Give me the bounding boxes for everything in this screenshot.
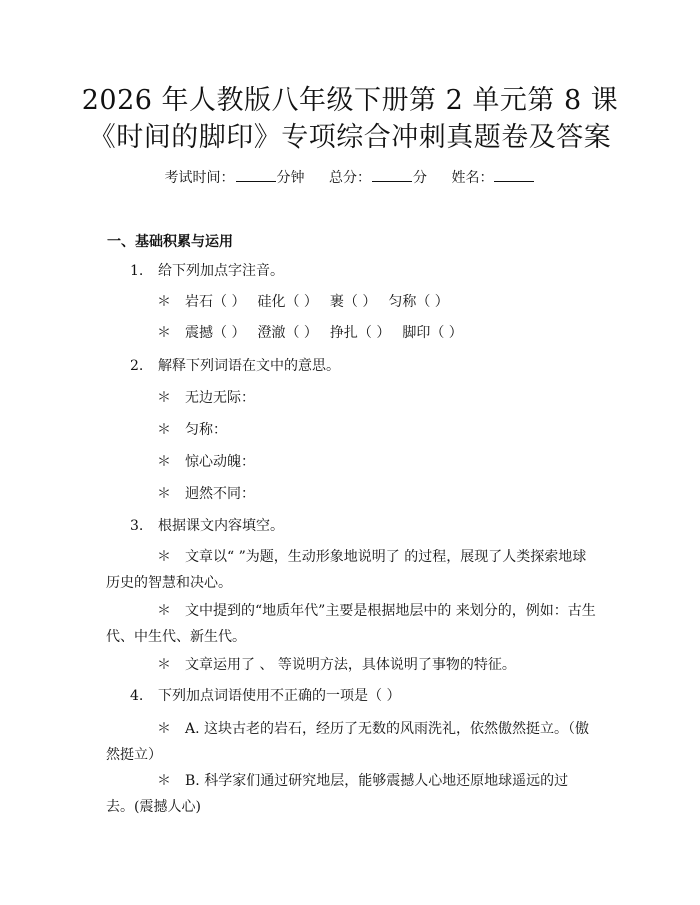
question-text: 下列加点词语使用不正确的一项是（ ） [158,688,401,704]
bullet-icon: ＊ [157,603,171,619]
fill-blank-text: 文中提到的“地质年代”主要是根据地层中的 来划分的，例如：古生代、中生代、新生代。 [106,603,596,645]
total-score-label: 总分： [329,170,371,186]
bullet-icon: ＊ [157,773,171,789]
pinyin-item: 澄澈（ ） [257,325,318,341]
q4-option [106,716,596,768]
total-score-field [329,170,431,186]
q3-item [106,544,596,596]
option-text: B. 科学家们通过研究地层，能够震撼人心地还原地球遥远的过去。(震撼人心) [106,773,569,815]
exam-time-field [165,170,309,186]
bullet-icon: ＊ [157,454,171,470]
total-score-blank[interactable] [372,169,412,182]
pinyin-item: 岩石（ ） [185,294,246,310]
name-blank[interactable] [494,169,534,182]
q3-item [106,652,596,678]
question-number: 4. [130,688,144,704]
question-text: 根据课文内容填空。 [158,518,284,534]
pinyin-item: 硅化（ ） [257,294,318,310]
question-number: 2. [130,358,144,374]
title-line-2: 《时间的脚印》专项综合冲刺真题卷及答案 [88,122,612,153]
bullet-icon: ＊ [157,294,171,310]
pinyin-item: 震撼（ ） [185,325,246,341]
bullet-icon: ＊ [157,325,171,341]
bullet-icon: ＊ [157,657,171,673]
bullet-icon: ＊ [157,549,171,565]
name-label: 姓名： [451,170,494,186]
question-number: 1. [130,263,144,279]
q2-item [157,452,255,472]
question-number: 3. [130,518,144,534]
q1-bullet-row-2 [157,323,475,343]
exam-time-unit: 分钟 [276,170,305,186]
question-text: 解释下列词语在文中的意思。 [158,358,340,374]
question-3 [130,516,284,536]
term-prompt: 惊心动魄： [185,454,255,470]
name-field [451,170,535,186]
bullet-icon: ＊ [157,721,171,737]
fill-blank-text: 文章运用了 、 等说明方法，具体说明了事物的特征。 [185,657,516,673]
term-prompt: 迥然不同： [185,486,255,502]
question-text: 给下列加点字注音。 [158,263,284,279]
pinyin-item: 脚印（ ） [402,325,463,341]
q2-item [157,388,255,408]
pinyin-item: 匀称（ ） [388,294,449,310]
q4-option [106,768,596,820]
pinyin-item: 挣扎（ ） [329,325,391,341]
q2-item [157,484,255,504]
q3-item [106,598,596,650]
bullet-icon: ＊ [157,486,171,502]
exam-time-blank[interactable] [236,169,276,182]
term-prompt: 匀称： [185,422,227,438]
q1-bullet-row-1 [157,292,461,312]
bullet-icon: ＊ [157,390,171,406]
option-text: A. 这块古老的岩石，经历了无数的风雨洗礼，依然傲然挺立。（傲然挺立） [106,721,590,763]
exam-info-line [0,168,700,188]
title-line-1: 2026 年人教版八年级下册第 2 单元第 8 课 [81,85,619,116]
q2-item [157,420,227,440]
bullet-icon: ＊ [157,422,171,438]
fill-blank-text: 文章以“ ”为题，生动形象地说明了 的过程，展现了人类探索地球历史的智慧和决心。 [106,549,587,591]
question-2 [130,356,340,376]
question-4 [130,686,400,706]
term-prompt: 无边无际： [185,390,255,406]
question-1 [130,261,284,281]
pinyin-item: 裹（ ） [329,294,377,310]
exam-time-label: 考试时间： [164,170,235,186]
total-score-unit: 分 [413,170,427,186]
section-heading: 一、基础积累与运用 [107,234,233,250]
